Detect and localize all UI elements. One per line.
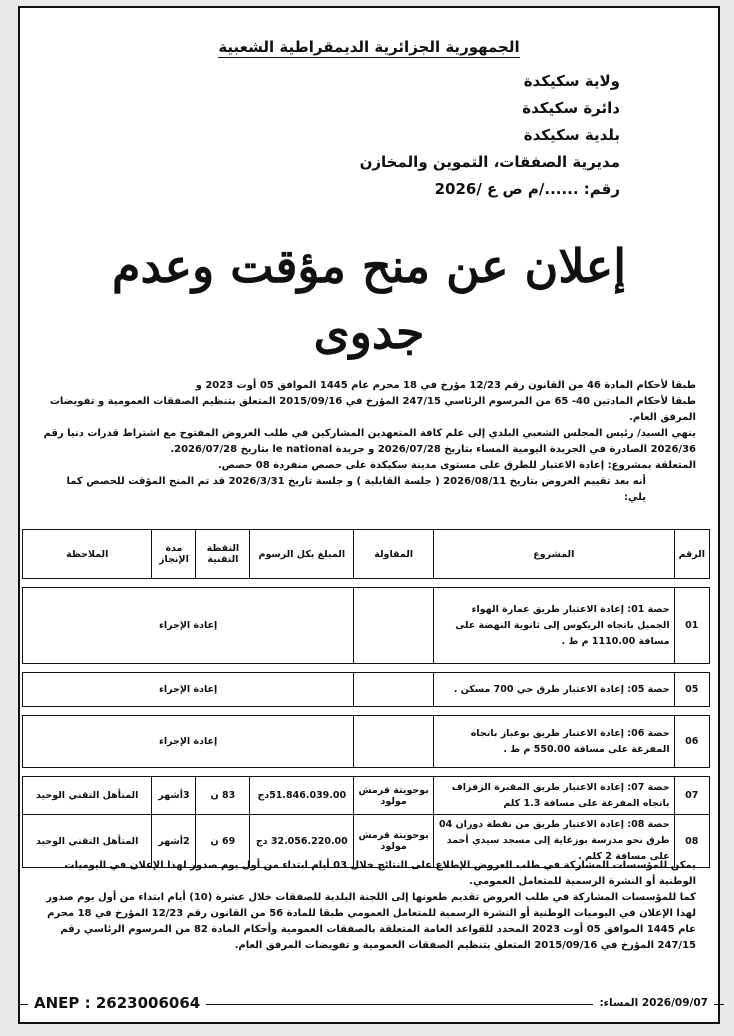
table-row bbox=[23, 673, 710, 707]
publication-date: 2026/09/07 المساء: bbox=[593, 997, 714, 1009]
row-project: حصة 01: إعادة الاعتبار طريق عمارة الهواء الجميل باتجاه الريكوس إلى ثانوية النهضة على مسافة 1110.00 م ط . bbox=[434, 588, 675, 664]
row-merged-note: إعادة الإجراء bbox=[23, 673, 354, 707]
row-contractor bbox=[354, 716, 434, 768]
header-tech-score: النقطة التقنية bbox=[196, 530, 250, 579]
daira-line: دائرة سكيكدة bbox=[522, 99, 620, 117]
row-project: حصة 07: إعادة الاعتبار طريق المقبرة الزفزاف باتجاه المفرغة على مسافة 1.3 كلم bbox=[434, 777, 675, 815]
header-note: الملاحظة bbox=[23, 530, 152, 579]
row-contractor: بوحويتة قرمش مولود bbox=[354, 815, 434, 868]
row-note: المتأهل التقني الوحيد bbox=[23, 815, 152, 868]
row-project: حصة 06: إعادة الاعتبار طريق بوعباز باتجاه المفرغة على مسافة 550.00 م ط . bbox=[434, 716, 675, 768]
row-contractor bbox=[354, 588, 434, 664]
announcement-page bbox=[18, 6, 720, 1024]
header-contractor: المقاولة bbox=[354, 530, 434, 579]
table-row bbox=[23, 716, 710, 768]
row-merged-note: إعادة الإجراء bbox=[23, 588, 354, 664]
paragraph-results: يمكن للمؤسسات المشاركة في طلب العروض الإطلاع على النتائج خلال 03 أيام ابتداء من أول يوم صدور لهذا الإعلان في اليوميات الوطنية أو النشرة الرسمية للمتعامل العمومي. bbox=[64, 860, 696, 887]
title-line-2: جدوى bbox=[313, 305, 425, 359]
footer-text bbox=[42, 858, 696, 954]
row-project: حصة 08: إعادة الاعتبار طريق من نقطة دوران 04 طرق نحو مدرسة بوزغاية إلى مسجد سيدي أحمد على مسافة 2 كلم . bbox=[434, 815, 675, 868]
paragraph-project: المتعلقة بمشروع: إعادة الاعتبار للطرق على مستوى مدينة سكيكدة على حصص منفردة 08 حصص. bbox=[217, 460, 696, 471]
anep-number: ANEP : 2623006064 bbox=[28, 994, 206, 1012]
paragraph-notice: ينهي السيد/ رئيس المجلس الشعبي البلدي إلى علم كافة المتعهدين المشاركين في طلب العروض المفتوح مع اشتراط قدرات دنيا رقم 2026/36 الصادرة في الجريدة اليومية المساء بتاريخ 2026/07/28 و جريدة le national بتاريخ 2026/07/28. bbox=[43, 428, 696, 455]
republic-header bbox=[20, 38, 718, 56]
row-num: 08 bbox=[674, 815, 709, 868]
table-header-row bbox=[23, 530, 710, 579]
announcement-title bbox=[60, 233, 678, 365]
row-num: 05 bbox=[674, 673, 709, 707]
header-amount: المبلغ بكل الرسوم bbox=[250, 530, 354, 579]
directorate-line: مديرية الصفقات، التموين والمخازن bbox=[359, 153, 620, 171]
row-amount: 51.846.039.00دج bbox=[250, 777, 354, 815]
row-num: 06 bbox=[674, 716, 709, 768]
row-num: 07 bbox=[674, 777, 709, 815]
publication-footer bbox=[18, 994, 724, 1014]
wilaya-line: ولاية سكيكدة bbox=[523, 72, 620, 90]
reference-number: رقم: ....../م ص ع /2026 bbox=[434, 180, 620, 198]
paragraph-appeals: كما للمؤسسات المشاركة في طلب العروض تقديم طعونها إلى اللجنة البلدية للصفقات خلال عشرة (10) أيام ابتداء من أول يوم صدور لهذا الإعلان في اليوميات الوطنية أو النشرة الرسمية للمتعامل العمومي طبقا للمادة 56 من القانون رقم 12/23 المؤرخ في 18 محرم عام 1445 الموافق 05 أوت 2023 المحدد للقواعد العامة المتعلقة بالصفقات العمومية وأحكام المادة 82 من المرسوم الرئاسي رقم 247/15 المؤرخ في 2015/09/16 المتعلق بتنظيم الصفقات العمومية و تفويضات المرفق العام. bbox=[46, 892, 696, 951]
row-duration: 3أشهر bbox=[152, 777, 196, 815]
row-duration: 2أشهر bbox=[152, 815, 196, 868]
row-tech-score: 83 ن bbox=[196, 777, 250, 815]
row-project: حصة 05: إعادة الاعتبار طرق حي 700 مسكن . bbox=[434, 673, 675, 707]
republic-title: الجمهورية الجزائرية الديمقراطية الشعبية bbox=[218, 38, 520, 56]
row-contractor: بوحويتة قرمش مولود bbox=[354, 777, 434, 815]
paragraph-legal-2: طبقا لأحكام المادتين 40- 65 من المرسوم الرئاسي 247/15 المؤرخ في 2015/09/16 المتعلق بتنظيم الصفقات العمومية و تفويضات المرفق العام. bbox=[49, 396, 696, 423]
table-row bbox=[23, 588, 710, 664]
intro-text bbox=[42, 378, 696, 506]
commune-line: بلدية سكيكدة bbox=[523, 126, 620, 144]
header-project: المشروع bbox=[434, 530, 675, 579]
title-line-1: إعلان عن منح مؤقت وعدم bbox=[111, 239, 627, 293]
awards-table bbox=[22, 529, 710, 868]
paragraph-legal-1: طبقا لأحكام المادة 46 من القانون رقم 12/23 مؤرخ في 18 محرم عام 1445 الموافق 05 أوت 2023 و bbox=[195, 380, 696, 391]
row-note: المتأهل التقني الوحيد bbox=[23, 777, 152, 815]
row-merged-note: إعادة الإجراء bbox=[23, 716, 354, 768]
row-contractor bbox=[354, 673, 434, 707]
header-duration: مدة الإنجاز bbox=[152, 530, 196, 579]
paragraph-evaluation: أنه بعد تقييم العروض بتاريخ 2026/08/11 ( جلسة القابلية ) و جلسة تاريخ 2026/3/31 قد تم المنح المؤقت للحصص كما يلي: bbox=[66, 476, 646, 503]
administration-block bbox=[360, 68, 620, 203]
table-row bbox=[23, 777, 710, 815]
row-num: 01 bbox=[674, 588, 709, 664]
row-tech-score: 69 ن bbox=[196, 815, 250, 868]
row-amount: 32.056.220.00 دج bbox=[250, 815, 354, 868]
header-num: الرقم bbox=[674, 530, 709, 579]
